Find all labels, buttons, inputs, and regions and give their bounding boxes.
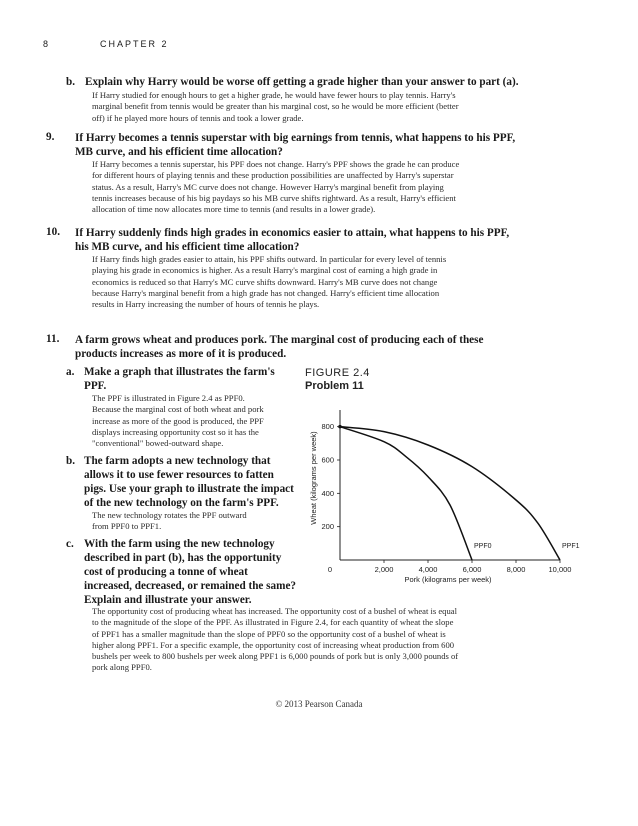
q11b-answer (92, 510, 302, 533)
q11c-answer (92, 606, 612, 674)
question-line: his MB curve, and his efficient time allocation? (75, 241, 300, 253)
answer-line: displays increasing opportunity cost so it has the (92, 426, 259, 437)
answer-line: If Harry studied for enough hours to get a higher grade, he would have fewer hours to play tennis. Harry's (92, 90, 456, 100)
question-line: of the new technology on the farm's PPF. (84, 497, 279, 509)
q11c-label: c. (66, 538, 74, 550)
answer-line: bushels per week to 800 bushels per week along PPF1 is 6,000 pounds of pork but is only 3,000 pounds of (92, 651, 459, 662)
answer-line: marginal benefit from tennis would be greater than his marginal cost, so he would be more efficient (better (92, 101, 459, 112)
ppf-chart (300, 400, 620, 590)
q11a-question (84, 365, 299, 393)
answer-line: Because the marginal cost of both wheat and pork (92, 404, 264, 415)
answer-line: tennis increases because of his big paydays so his MB curve shifts rightward. As a result, Harry's efficient (92, 192, 456, 203)
q11b-question (84, 454, 304, 510)
x-tick-label: 2,000 (374, 565, 394, 574)
answer-line: The PPF is illustrated in Figure 2.4 as PPF0. (92, 393, 245, 403)
q10-number: 10. (46, 226, 60, 238)
question-line: Make a graph that illustrates the farm's (84, 366, 275, 378)
ppf-curve-ppf1 (340, 427, 560, 560)
answer-line: If Harry becomes a tennis superstar, his PPF does not change. Harry's PPF shows the grade he can produce (92, 159, 460, 169)
question-line: If Harry suddenly finds high grades in economics easier to attain, what happens to his PPF, (75, 227, 510, 239)
figure-title: Problem 11 (305, 380, 364, 392)
answer-line: If Harry finds high grades easier to attain, his PPF shifts outward. In particular for every level of tennis (92, 254, 447, 264)
q11b-label: b. (66, 455, 76, 467)
q11a-label: a. (66, 366, 75, 378)
answer-line: higher along PPF1. For a specific example, the opportunity cost of increasing wheat production from 600 (92, 639, 455, 650)
question-line: described in part (b), has the opportunity (84, 552, 282, 564)
q10-answer (92, 254, 607, 310)
answer-line: from PPF0 to PPF1. (92, 521, 162, 532)
ppf-curve-label: PPF1 (562, 543, 580, 550)
answer-line: of PPF1 has a smaller magnitude than the slope of PPF0 so the opportunity cost of a bushel of wheat is (92, 628, 446, 639)
chart-curves (338, 425, 579, 560)
answer-line: increase as more of the good is produced, the PPF (92, 415, 264, 426)
y-axis-label: Wheat (kilograms per week) (309, 431, 318, 525)
q-b-answer (92, 90, 604, 124)
question-line: PPF. (84, 380, 107, 392)
question-line: increased, decreased, or remained the same? (84, 580, 297, 592)
ppf-curve-ppf0 (340, 427, 472, 560)
answer-line: economics is reduced so that Harry's MC curve shifts downward. Harry's MB curve does not change (92, 276, 438, 287)
x-axis-label: Pork (kilograms per week) (404, 575, 492, 584)
answer-line: allocation of time now allocates more time to tennis (and results in a lower grade). (92, 204, 376, 215)
x-tick-label: 10,000 (548, 565, 572, 574)
x-tick-label: 4,000 (418, 565, 438, 574)
answer-line: pork along PPF0. (92, 662, 152, 673)
answer-line: to the magnitude of the slope of the PPF. As illustrated in Figure 2.4, for each quantity of wheat the slope (92, 617, 454, 628)
q9-number: 9. (46, 131, 55, 143)
q10-question (75, 226, 615, 254)
y-tick-label: 400 (321, 488, 334, 498)
answer-line: for different hours of playing tennis and these production possibilities are unaffected by Harry's superstar (92, 170, 454, 181)
answer-line: off) if he played more hours of tennis and took a lower grade. (92, 112, 304, 123)
question-line: MB curve, and his efficient time allocation? (75, 146, 283, 158)
answer-line: "conventional" bowed-outward shape. (92, 438, 224, 449)
page-number: 8 (43, 39, 51, 49)
question-line: Explain and illustrate your answer. (84, 594, 252, 606)
answer-line: results in Harry increasing the number of hours of tennis he plays. (92, 299, 320, 310)
question-line: pigs. Use your graph to illustrate the impact (84, 483, 294, 495)
ppf-curve-label: PPF0 (474, 543, 492, 550)
copyright-footer: © 2013 Pearson Canada (275, 699, 363, 709)
q11-number: 11. (46, 333, 60, 345)
q11a-answer (92, 393, 302, 449)
q9-answer (92, 159, 607, 215)
x-tick-label: 6,000 (462, 565, 482, 574)
question-line: A farm grows wheat and produces pork. The marginal cost of producing each of these (75, 334, 484, 346)
q11c-question (84, 537, 304, 607)
answer-line: playing his grade in economics is higher. As a result Harry's marginal cost of earning a high grade in (92, 265, 438, 276)
question-line: allows it to use fewer resources to fatten (84, 469, 274, 481)
answer-line: The new technology rotates the PPF outward (92, 510, 247, 520)
y-tick-label: 800 (321, 422, 334, 432)
question-line: The farm adopts a new technology that (84, 455, 271, 467)
x-tick-label: 0 (327, 565, 333, 574)
x-tick-label: 8,000 (506, 565, 526, 574)
y-tick-label: 600 (321, 455, 334, 465)
chart-axes (340, 410, 560, 560)
q11-question (75, 333, 615, 361)
figure-label: FIGURE 2.4 (305, 367, 370, 379)
chapter-label: CHAPTER 2 (100, 39, 169, 49)
answer-line: because Harry's marginal benefit from a high grade has not changed. Harry's efficient time allocation (92, 287, 440, 298)
question-line: cost of producing a tonne of wheat (84, 566, 248, 578)
answer-line: The opportunity cost of producing wheat has increased. The opportunity cost of a bushel of wheat is equal (92, 606, 457, 616)
q9-question (75, 131, 615, 159)
question-line: products increases as more of it is produced. (75, 348, 287, 360)
q-b-question: Explain why Harry would be worse off getting a grade higher than your answer to part (a). (85, 76, 519, 88)
q-b-label: b. (66, 76, 76, 88)
question-line: With the farm using the new technology (84, 538, 275, 550)
y-tick-label: 200 (321, 522, 334, 532)
question-line: If Harry becomes a tennis superstar with big earnings from tennis, what happens to his PPF, (75, 132, 516, 144)
answer-line: status. As a result, Harry's MC curve does not change. However Harry's marginal benefit from playing (92, 181, 444, 192)
